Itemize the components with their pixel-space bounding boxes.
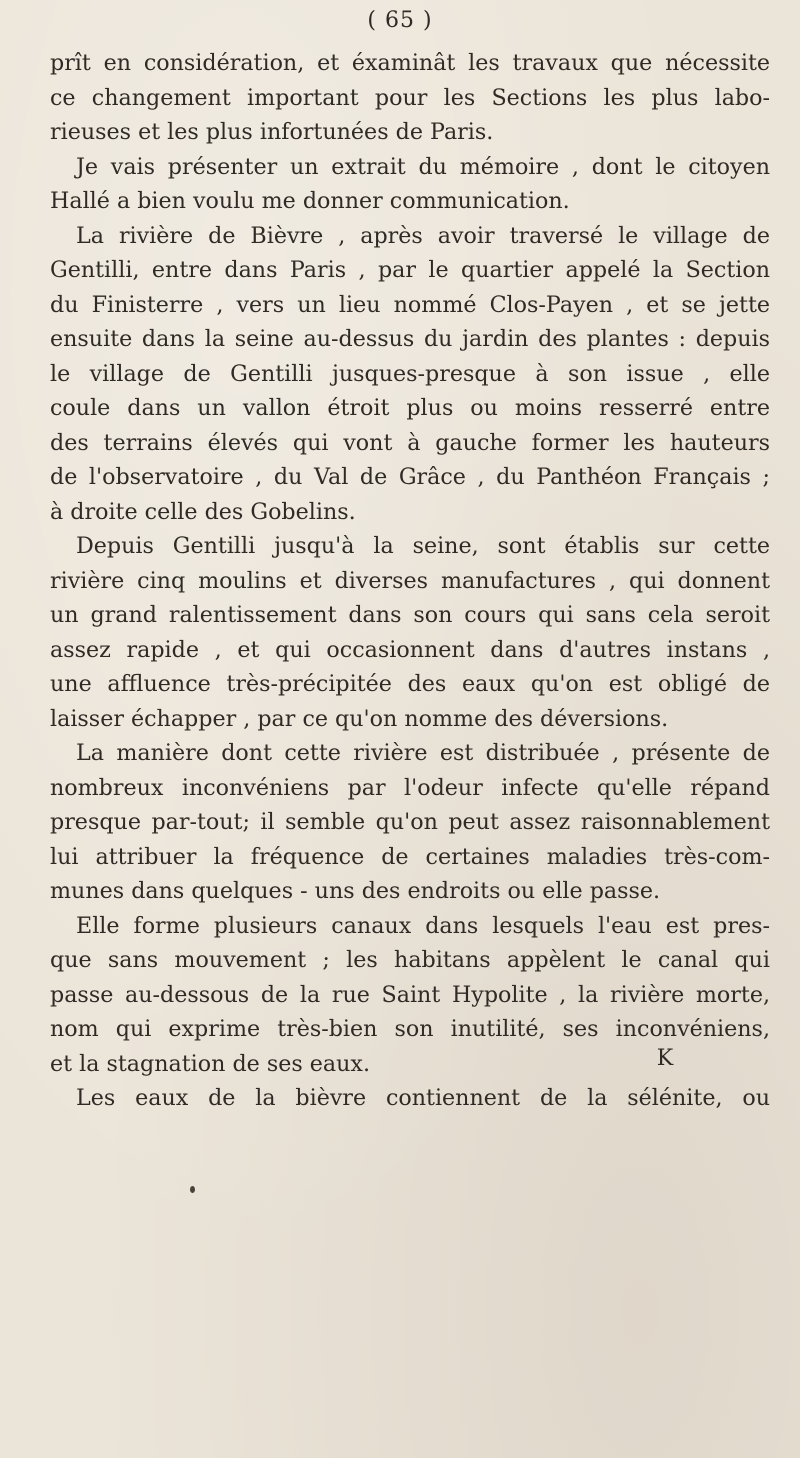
text-line: un grand ralentissement dans son cours qui sans cela seroit [50, 602, 770, 628]
text-line: de l'observatoire , du Val de Grâce , du Panthéon Français ; [50, 464, 770, 490]
text-line: assez rapide , et qui occasionnent dans d'autres instans , [50, 636, 770, 663]
text-line: munes dans quelques - uns des endroits ou elle passe. [50, 878, 661, 904]
text-line: prît en considération, et éxaminât les travaux que nécessite [50, 50, 770, 76]
text-line: La manière dont cette rivière est distribuée , présente de [76, 740, 770, 766]
text-line: du Finisterre , vers un lieu nommé Clos-Payen , et se jette [50, 291, 770, 318]
text-line: Gentilli, entre dans Paris , par le quartier appelé la Section [50, 257, 770, 283]
text-line: à droite celle des Gobelins. [50, 498, 356, 525]
text-line: Je vais présenter un extrait du mémoire , dont le citoyen [76, 153, 770, 180]
text-line: rieuses et les plus infortunées de Paris. [50, 119, 494, 145]
page-number: ( 65 ) [367, 8, 433, 33]
text-line: et la stagnation de ses eaux. [50, 1050, 370, 1077]
signature-mark: K [656, 1046, 674, 1071]
text-line: presque par-tout; il semble qu'on peut assez raisonnablement [50, 809, 770, 835]
text-line: nombreux inconvéniens par l'odeur infecte qu'elle répand [50, 774, 770, 801]
text-line: Hallé a bien voulu me donner communication. [50, 188, 570, 214]
body-text [50, 46, 770, 1116]
text-line: ensuite dans la seine au-dessus du jardin des plantes : depuis [50, 326, 770, 352]
text-line: que sans mouvement ; les habitans appèlent le canal qui [50, 947, 770, 973]
text-line: ce changement important pour les Sections les plus labo- [50, 84, 770, 111]
text-line: le village de Gentilli jusques-presque à son issue , elle [50, 360, 770, 387]
text-line: rivière cinq moulins et diverses manufactures , qui donnent [50, 567, 770, 594]
text-line: Elle forme plusieurs canaux dans lesquels l'eau est pres- [76, 912, 770, 939]
text-line: lui attribuer la fréquence de certaines maladies très-com- [50, 843, 770, 870]
text-line: des terrains élevés qui vont à gauche former les hauteurs [50, 429, 770, 456]
ink-speck [190, 1186, 195, 1193]
text-line: nom qui exprime très-bien son inutilité, ses inconvéniens, [50, 1016, 770, 1042]
text-line: coule dans un vallon étroit plus ou moins resserré entre [50, 395, 770, 421]
text-line: Depuis Gentilli jusqu'à la seine, sont établis sur cette [76, 533, 770, 559]
text-line: laisser échapper , par ce qu'on nomme des déversions. [50, 705, 669, 732]
text-line: une affluence très-précipitée des eaux qu'on est obligé de [50, 671, 770, 697]
text-line: Les eaux de la bièvre contiennent de la sélénite, ou [76, 1085, 770, 1111]
text-line: passe au-dessous de la rue Saint Hypolite , la rivière morte, [50, 981, 770, 1008]
text-line: La rivière de Bièvre , après avoir traversé le village de [76, 222, 770, 249]
